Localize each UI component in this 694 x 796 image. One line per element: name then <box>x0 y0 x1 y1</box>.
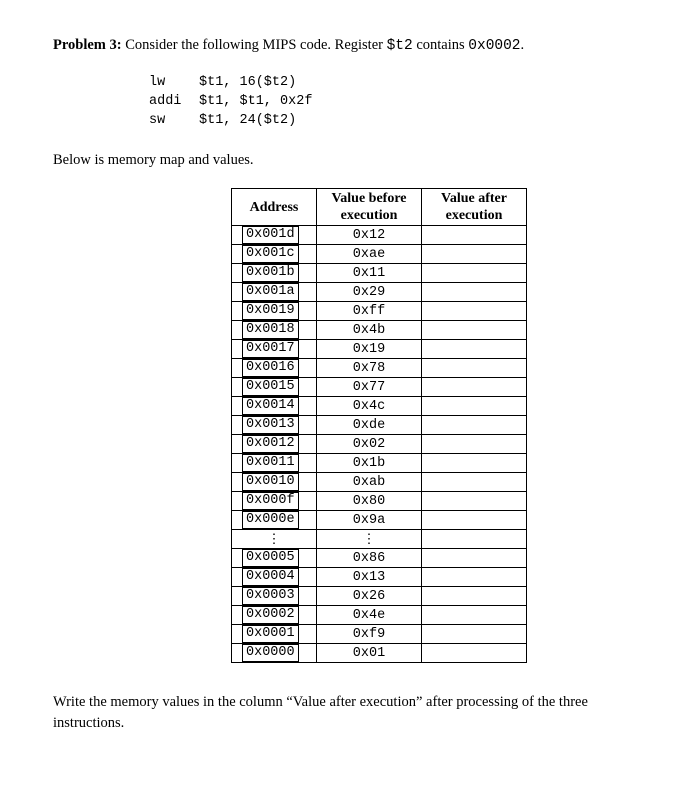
value-before: 0x80 <box>352 493 386 509</box>
value-before: 0x9a <box>352 512 386 528</box>
value-after-cell[interactable] <box>422 435 527 454</box>
value-after-cell[interactable] <box>422 549 527 568</box>
address-cell <box>232 587 317 606</box>
header-value-after <box>422 189 527 226</box>
address-value: 0x0018 <box>242 321 299 339</box>
table-row <box>232 302 527 321</box>
table-row <box>232 587 527 606</box>
header-before-line2: execution <box>340 208 398 223</box>
address-cell <box>232 245 317 264</box>
address-cell <box>232 378 317 397</box>
value-after-cell[interactable] <box>422 321 527 340</box>
value-before: 0x4e <box>352 607 386 623</box>
value-before-cell <box>317 549 422 568</box>
value-before: 0x77 <box>352 379 386 395</box>
address-value: 0x001b <box>242 264 299 282</box>
code-op: addi <box>149 94 182 109</box>
value-after-cell[interactable] <box>422 283 527 302</box>
address-cell <box>232 625 317 644</box>
value-after-cell[interactable] <box>422 302 527 321</box>
table-row <box>232 511 527 530</box>
address-value: 0x000f <box>242 492 299 510</box>
value-before: 0xff <box>352 303 386 319</box>
value-before: 0x11 <box>352 265 386 281</box>
value-before: 0x29 <box>352 284 386 300</box>
value-after-cell[interactable] <box>422 625 527 644</box>
header-address: Address <box>232 189 317 226</box>
address-value: 0x001d <box>242 226 299 244</box>
table-row <box>232 226 527 245</box>
address-value: 0x0002 <box>242 606 299 624</box>
address-cell <box>232 644 317 663</box>
table-row <box>232 568 527 587</box>
value-after-cell[interactable] <box>422 264 527 283</box>
address-cell <box>232 568 317 587</box>
value-after-cell[interactable] <box>422 511 527 530</box>
address-cell <box>232 283 317 302</box>
table-row <box>232 340 527 359</box>
address-value: 0x0014 <box>242 397 299 415</box>
before-ellipsis: ⋮ <box>317 530 422 549</box>
value-before-cell <box>317 321 422 340</box>
register-value: 0x0002 <box>468 38 521 54</box>
code-line <box>149 111 312 130</box>
address-cell <box>232 416 317 435</box>
address-value: 0x001c <box>242 245 299 263</box>
value-before-cell <box>317 226 422 245</box>
code-op: sw <box>149 113 166 128</box>
address-cell <box>232 606 317 625</box>
value-before: 0xae <box>352 246 386 262</box>
code-operands: $t1, 16($t2) <box>199 75 297 90</box>
address-cell <box>232 302 317 321</box>
value-before: 0x19 <box>352 341 386 357</box>
ellipsis-row <box>232 530 527 549</box>
table-header-row <box>232 189 527 226</box>
address-cell <box>232 473 317 492</box>
memory-map-table <box>231 188 527 663</box>
header-before-line1: Value before <box>331 191 407 206</box>
value-before-cell <box>317 283 422 302</box>
table-row <box>232 454 527 473</box>
header-after-line2: execution <box>445 208 503 223</box>
code-operands: $t1, 24($t2) <box>199 113 297 128</box>
address-value: 0x0013 <box>242 416 299 434</box>
address-cell <box>232 492 317 511</box>
value-before: 0x86 <box>352 550 386 566</box>
value-before: 0x4c <box>352 398 386 414</box>
value-before: 0x78 <box>352 360 386 376</box>
value-after-cell[interactable] <box>422 359 527 378</box>
table-row <box>232 283 527 302</box>
value-after-cell[interactable] <box>422 416 527 435</box>
value-before: 0x26 <box>352 588 386 604</box>
address-cell <box>232 264 317 283</box>
address-value: 0x000e <box>242 511 299 529</box>
problem-statement <box>53 37 524 54</box>
value-before: 0xab <box>352 474 386 490</box>
address-cell <box>232 435 317 454</box>
table-row <box>232 435 527 454</box>
value-before-cell <box>317 359 422 378</box>
memory-map-intro: Below is memory map and values. <box>53 152 254 168</box>
table-row <box>232 245 527 264</box>
statement-prefix: Consider the following MIPS code. Register <box>125 37 383 53</box>
statement-middle: contains <box>416 37 465 53</box>
value-after-cell[interactable] <box>422 378 527 397</box>
table-row <box>232 625 527 644</box>
address-value: 0x0010 <box>242 473 299 491</box>
value-before: 0x01 <box>352 645 386 661</box>
value-after-cell[interactable] <box>422 226 527 245</box>
table-row <box>232 416 527 435</box>
header-after-line1: Value after <box>441 191 507 206</box>
value-after-cell[interactable] <box>422 473 527 492</box>
value-before-cell <box>317 511 422 530</box>
address-value: 0x0017 <box>242 340 299 358</box>
address-ellipsis: ⋮ <box>232 530 317 549</box>
address-cell <box>232 454 317 473</box>
value-before-cell <box>317 568 422 587</box>
address-value: 0x0004 <box>242 568 299 586</box>
value-after-cell[interactable] <box>422 568 527 587</box>
table-row <box>232 492 527 511</box>
value-before: 0x13 <box>352 569 386 585</box>
address-value: 0x001a <box>242 283 299 301</box>
code-op: lw <box>149 75 166 90</box>
value-before-cell <box>317 625 422 644</box>
address-cell <box>232 359 317 378</box>
value-before: 0x12 <box>352 227 386 243</box>
value-before-cell <box>317 397 422 416</box>
value-after-cell[interactable] <box>422 340 527 359</box>
value-before-cell <box>317 416 422 435</box>
address-value: 0x0015 <box>242 378 299 396</box>
code-operands: $t1, $t1, 0x2f <box>199 94 313 109</box>
address-cell <box>232 226 317 245</box>
value-before: 0x4b <box>352 322 386 338</box>
problem-label: Problem 3: <box>53 37 122 53</box>
value-before-cell <box>317 473 422 492</box>
value-before: 0x02 <box>352 436 386 452</box>
table-row <box>232 397 527 416</box>
value-after-cell[interactable] <box>422 606 527 625</box>
code-line <box>149 73 312 92</box>
value-before-cell <box>317 378 422 397</box>
table-row <box>232 378 527 397</box>
value-before-cell <box>317 606 422 625</box>
value-before-cell <box>317 264 422 283</box>
table-row <box>232 264 527 283</box>
address-cell <box>232 549 317 568</box>
address-cell <box>232 321 317 340</box>
value-before-cell <box>317 245 422 264</box>
value-before: 0xf9 <box>352 626 386 642</box>
after-ellipsis-cell <box>422 530 527 549</box>
value-before-cell <box>317 587 422 606</box>
value-before-cell <box>317 492 422 511</box>
value-before-cell <box>317 340 422 359</box>
address-value: 0x0012 <box>242 435 299 453</box>
address-value: 0x0019 <box>242 302 299 320</box>
address-value: 0x0001 <box>242 625 299 643</box>
address-value: 0x0011 <box>242 454 299 472</box>
table-row <box>232 321 527 340</box>
value-before-cell <box>317 644 422 663</box>
question-text: Write the memory values in the column “Value after execution” after processing of the three instructions. <box>53 694 588 731</box>
address-cell <box>232 340 317 359</box>
value-after-cell[interactable] <box>422 492 527 511</box>
address-value: 0x0000 <box>242 644 299 662</box>
statement-suffix: . <box>520 37 525 53</box>
code-line <box>149 92 312 111</box>
header-value-before <box>317 189 422 226</box>
address-value: 0x0003 <box>242 587 299 605</box>
table-row <box>232 359 527 378</box>
table-row <box>232 606 527 625</box>
value-before: 0xde <box>352 417 386 433</box>
value-before: 0x1b <box>352 455 386 471</box>
address-cell <box>232 511 317 530</box>
table-row <box>232 549 527 568</box>
address-value: 0x0005 <box>242 549 299 567</box>
register-name: $t2 <box>386 38 413 54</box>
value-after-cell[interactable] <box>422 644 527 663</box>
value-after-cell[interactable] <box>422 397 527 416</box>
value-after-cell[interactable] <box>422 454 527 473</box>
value-after-cell[interactable] <box>422 245 527 264</box>
address-cell <box>232 397 317 416</box>
table-row <box>232 644 527 663</box>
value-before-cell <box>317 435 422 454</box>
value-after-cell[interactable] <box>422 587 527 606</box>
value-before-cell <box>317 454 422 473</box>
address-value: 0x0016 <box>242 359 299 377</box>
value-before-cell <box>317 302 422 321</box>
mips-code-block <box>149 73 312 130</box>
table-row <box>232 473 527 492</box>
